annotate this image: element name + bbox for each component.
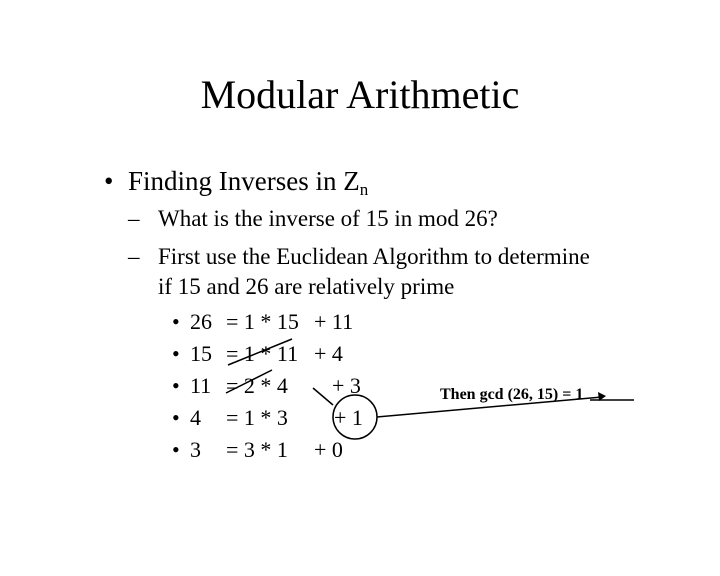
dash-marker: – <box>128 244 140 269</box>
pointer-line-3 <box>313 388 333 405</box>
remainder-circle <box>333 395 377 439</box>
bullet-dot: • <box>172 373 180 398</box>
equation-remainder: + 1 <box>334 405 363 430</box>
equation-product: = 2 * 4 <box>226 373 288 398</box>
equation-product: = 3 * 1 <box>226 437 288 462</box>
bullet-dot: • <box>172 341 180 366</box>
equation-dividend: 15 <box>190 341 212 366</box>
equation-dividend: 4 <box>190 405 201 430</box>
dash-marker: – <box>128 206 140 231</box>
equation-remainder: + 11 <box>314 309 354 334</box>
subpoint-2-line-1: First use the Euclidean Algorithm to determine <box>158 244 590 269</box>
main-bullet-subscript: n <box>359 180 369 199</box>
equation-remainder: + 4 <box>314 341 343 366</box>
bullet-dot: • <box>172 405 180 430</box>
equation-dividend: 11 <box>190 373 212 398</box>
pointer-line-2 <box>226 370 272 393</box>
bullet-dot: • <box>104 166 114 196</box>
main-bullet-label: Finding Inverses in Z <box>128 166 360 196</box>
pointer-line-1 <box>228 339 292 365</box>
equation-product: = 1 * 15 <box>226 309 299 334</box>
equation-dividend: 3 <box>190 437 201 462</box>
bullet-dot: • <box>172 309 180 334</box>
equation-product: = 1 * 11 <box>226 341 299 366</box>
equation-dividend: 26 <box>190 309 212 334</box>
slide-title: Modular Arithmetic <box>200 72 520 117</box>
equation-remainder: + 0 <box>314 437 343 462</box>
gcd-note: Then gcd (26, 15) = 1 <box>440 386 584 403</box>
subpoint-2-line-2: if 15 and 26 are relatively prime <box>158 274 455 299</box>
subpoint-1-text: What is the inverse of 15 in mod 26? <box>158 206 498 231</box>
equation-product: = 1 * 3 <box>226 405 288 430</box>
bullet-dot: • <box>172 437 180 462</box>
arrow-line <box>377 397 602 417</box>
equation-remainder: + 3 <box>332 373 361 398</box>
